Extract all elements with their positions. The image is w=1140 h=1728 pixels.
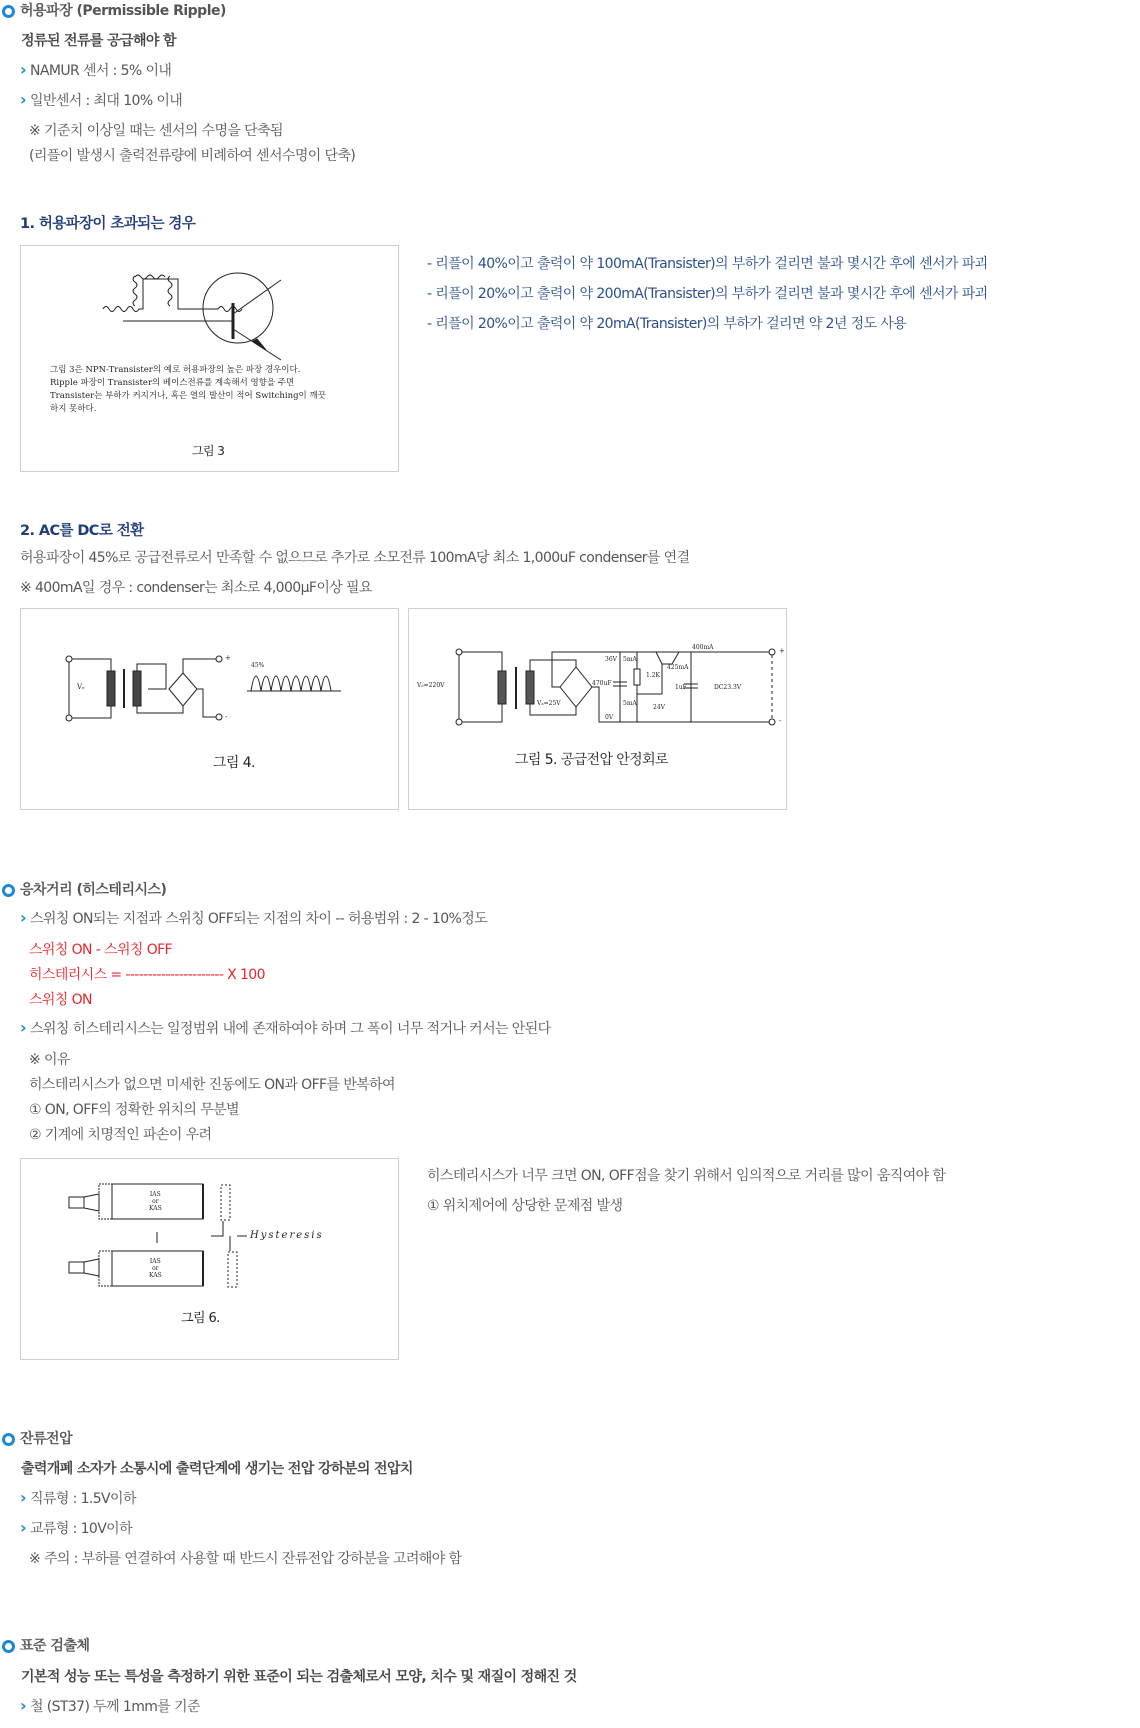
hyst-reason-3: ② 기계에 치명적인 파손이 우려 (29, 1127, 212, 1143)
ripple-bullet-namur: › NAMUR 센서 : 5% 이내 (20, 60, 171, 80)
ring-bullet-icon (2, 1433, 15, 1446)
ring-bullet-icon (2, 1640, 15, 1653)
fig5-24v: 24V (653, 704, 665, 711)
label-line: KAS (149, 1272, 162, 1279)
figure-4 (20, 608, 399, 810)
figure-6 (20, 1158, 399, 1360)
desc-line: Ripple 파장이 Transister의 베이스전류를 계속해서 영향을 주면 (50, 378, 295, 388)
ripple-note-2: (리플이 발생시 출력전류량에 비례하여 센서수명이 단축) (29, 148, 356, 164)
sub1-item-3: - 리플이 20%이고 출력이 약 20mA(Transister)의 부하가 걸리면 약 2년 정도 사용 (427, 316, 907, 332)
transistor-diagram (21, 246, 400, 473)
label-line: or (152, 1265, 159, 1272)
fig4-vlabel: Vₑ (77, 683, 85, 691)
formula-numerator: 스위칭 ON - 스위칭 OFF (29, 942, 173, 958)
standard-intro: 기본적 성능 또는 특성을 측정하기 위한 표준이 되는 검출체로서 모양, 치수 및 재질이 정해진 것 (21, 1669, 577, 1685)
section-ripple-title (0, 0, 400, 22)
sub1-item-2: - 리플이 20%이고 출력이 약 200mA(Transister)의 부하가 걸리면 불과 몇시간 후에 센서가 파괴 (427, 286, 988, 302)
figure-5 (408, 608, 787, 810)
hyst-reason-2: ① ON, OFF의 정확한 위치의 무분별 (29, 1102, 239, 1118)
fig5-1uf: 1uF (675, 684, 687, 691)
label-line: or (152, 1198, 159, 1205)
fig4-pct: 45% (251, 662, 265, 669)
residual-bullet-dc: › 직류형 : 1.5V이하 (20, 1488, 136, 1508)
fig5-0v: 0V (605, 714, 614, 721)
fig5-36v: 36V (605, 656, 617, 663)
hysteresis-diagram (21, 1159, 400, 1361)
hyst-reason-heading: ※ 이유 (29, 1052, 70, 1068)
fig6-sensor-label-bottom (149, 1258, 162, 1279)
standard-bullet-1: › 철 (ST37) 두께 1mm를 기준 (20, 1696, 200, 1716)
fig5-vin: Vₑ=220V (417, 682, 445, 689)
residual-note: ※ 주의 : 부하를 연결하여 사용할 때 반드시 잔류전압 강하분을 고려해야 함 (29, 1551, 462, 1567)
hyst-side-2: ① 위치제어에 상당한 문제점 발생 (427, 1198, 623, 1214)
hyst-side-1: 히스테리시스가 너무 크면 ON, OFF점을 찾기 위해서 임의적으로 거리를 많이 움직여야 함 (427, 1168, 946, 1184)
fig5-400ma: 400mA (692, 644, 714, 651)
sub2-line-1: 허용파장이 45%로 공급전류로서 만족할 수 없으므로 추가로 소모전류 100mA당 최소 1,000uF condenser를 연결 (20, 550, 690, 566)
voltage-regulator-diagram (409, 609, 788, 811)
fig6-sensor-label-top (149, 1191, 162, 1212)
fig5-470uf: 470uF (592, 680, 612, 687)
fig5-5ma: 5mA (623, 656, 637, 663)
sub2-line-2: ※ 400mA일 경우 : condenser는 최소로 4,000µF이상 필요 (20, 580, 372, 596)
heading-text: 허용파장 (Permissible Ripple) (20, 3, 226, 19)
fig4-plus: + (225, 654, 231, 662)
figure-3-desc (50, 364, 326, 416)
residual-intro: 출력개폐 소자가 소통시에 출력단계에 생기는 전압 강하분의 전압치 (21, 1461, 413, 1477)
residual-bullet-ac: › 교류형 : 10V이하 (20, 1518, 132, 1538)
fig6-hysteresis-label: Hysteresis (250, 1230, 324, 1241)
section-hysteresis-title (0, 879, 400, 901)
formula-denominator: 스위칭 ON (29, 992, 92, 1008)
desc-line: 그림 3은 NPN-Transister의 예로 허용파장의 높은 파장 경우이다. (50, 365, 301, 375)
ring-bullet-icon (2, 5, 15, 18)
ripple-bullet-general: › 일반센서 : 최대 10% 이내 (20, 90, 182, 110)
heading-text: 잔류전압 (20, 1431, 73, 1447)
label-line: IAS (149, 1191, 161, 1198)
rectifier-diagram (21, 609, 400, 811)
label-line: KAS (149, 1205, 162, 1212)
figure-6-caption: 그림 6. (181, 1311, 220, 1326)
ring-bullet-icon (2, 884, 15, 897)
section-residual-title (0, 1428, 400, 1450)
formula-main: 히스테리시스 = ---------------------- X 100 (29, 967, 265, 983)
figure-5-caption: 그림 5. 공급전압 안정회로 (515, 752, 668, 768)
fig5-vsec: Vₐ=25V (537, 700, 561, 707)
hyst-bullet-2: › 스위칭 히스테리시스는 일정범위 내에 존재하여야 하며 그 폭이 너무 적거나 커서는 안된다 (20, 1018, 551, 1038)
desc-line: 하지 못하다. (50, 404, 97, 414)
fig5-plus: + (779, 647, 785, 655)
figure-4-caption: 그림 4. (213, 755, 255, 771)
fig5-r: 1.2K (646, 672, 661, 679)
heading-text: 표준 검출체 (20, 1638, 90, 1654)
fig4-minus: - (225, 713, 228, 721)
sub1-item-1: - 리플이 40%이고 출력이 약 100mA(Transister)의 부하가 걸리면 불과 몇시간 후에 센서가 파괴 (427, 256, 988, 272)
hyst-bullet-1: › 스위칭 ON되는 지점과 스위칭 OFF되는 지점의 차이 -- 허용범위 : 2 - 10%정도 (20, 908, 487, 928)
fig5-minus: - (779, 717, 782, 725)
desc-line: Transister는 부하가 커지거나, 혹은 열의 발산이 적어 Switching이 깨끗 (50, 391, 326, 401)
sub1-title: 1. 허용파장이 초과되는 경우 (20, 216, 196, 232)
heading-text: 응차거리 (히스테리시스) (20, 882, 167, 898)
label-line: IAS (149, 1258, 161, 1265)
fig5-5ma-b: 5mA (623, 700, 637, 707)
fig5-425ma: 425mA (667, 664, 689, 671)
hyst-reason-1: 히스테리시스가 없으면 미세한 진동에도 ON과 OFF를 반복하여 (29, 1077, 395, 1093)
section-standard-title (0, 1635, 400, 1657)
ripple-intro: 정류된 전류를 공급해야 함 (21, 33, 176, 49)
sub2-title: 2. AC를 DC로 전환 (20, 523, 144, 539)
fig5-vout: DC23.3V (714, 684, 742, 691)
figure-3-caption: 그림 3 (192, 444, 225, 458)
figure-3 (20, 245, 399, 472)
ripple-note-1: ※ 기준치 이상일 때는 센서의 수명을 단축됨 (29, 123, 283, 139)
